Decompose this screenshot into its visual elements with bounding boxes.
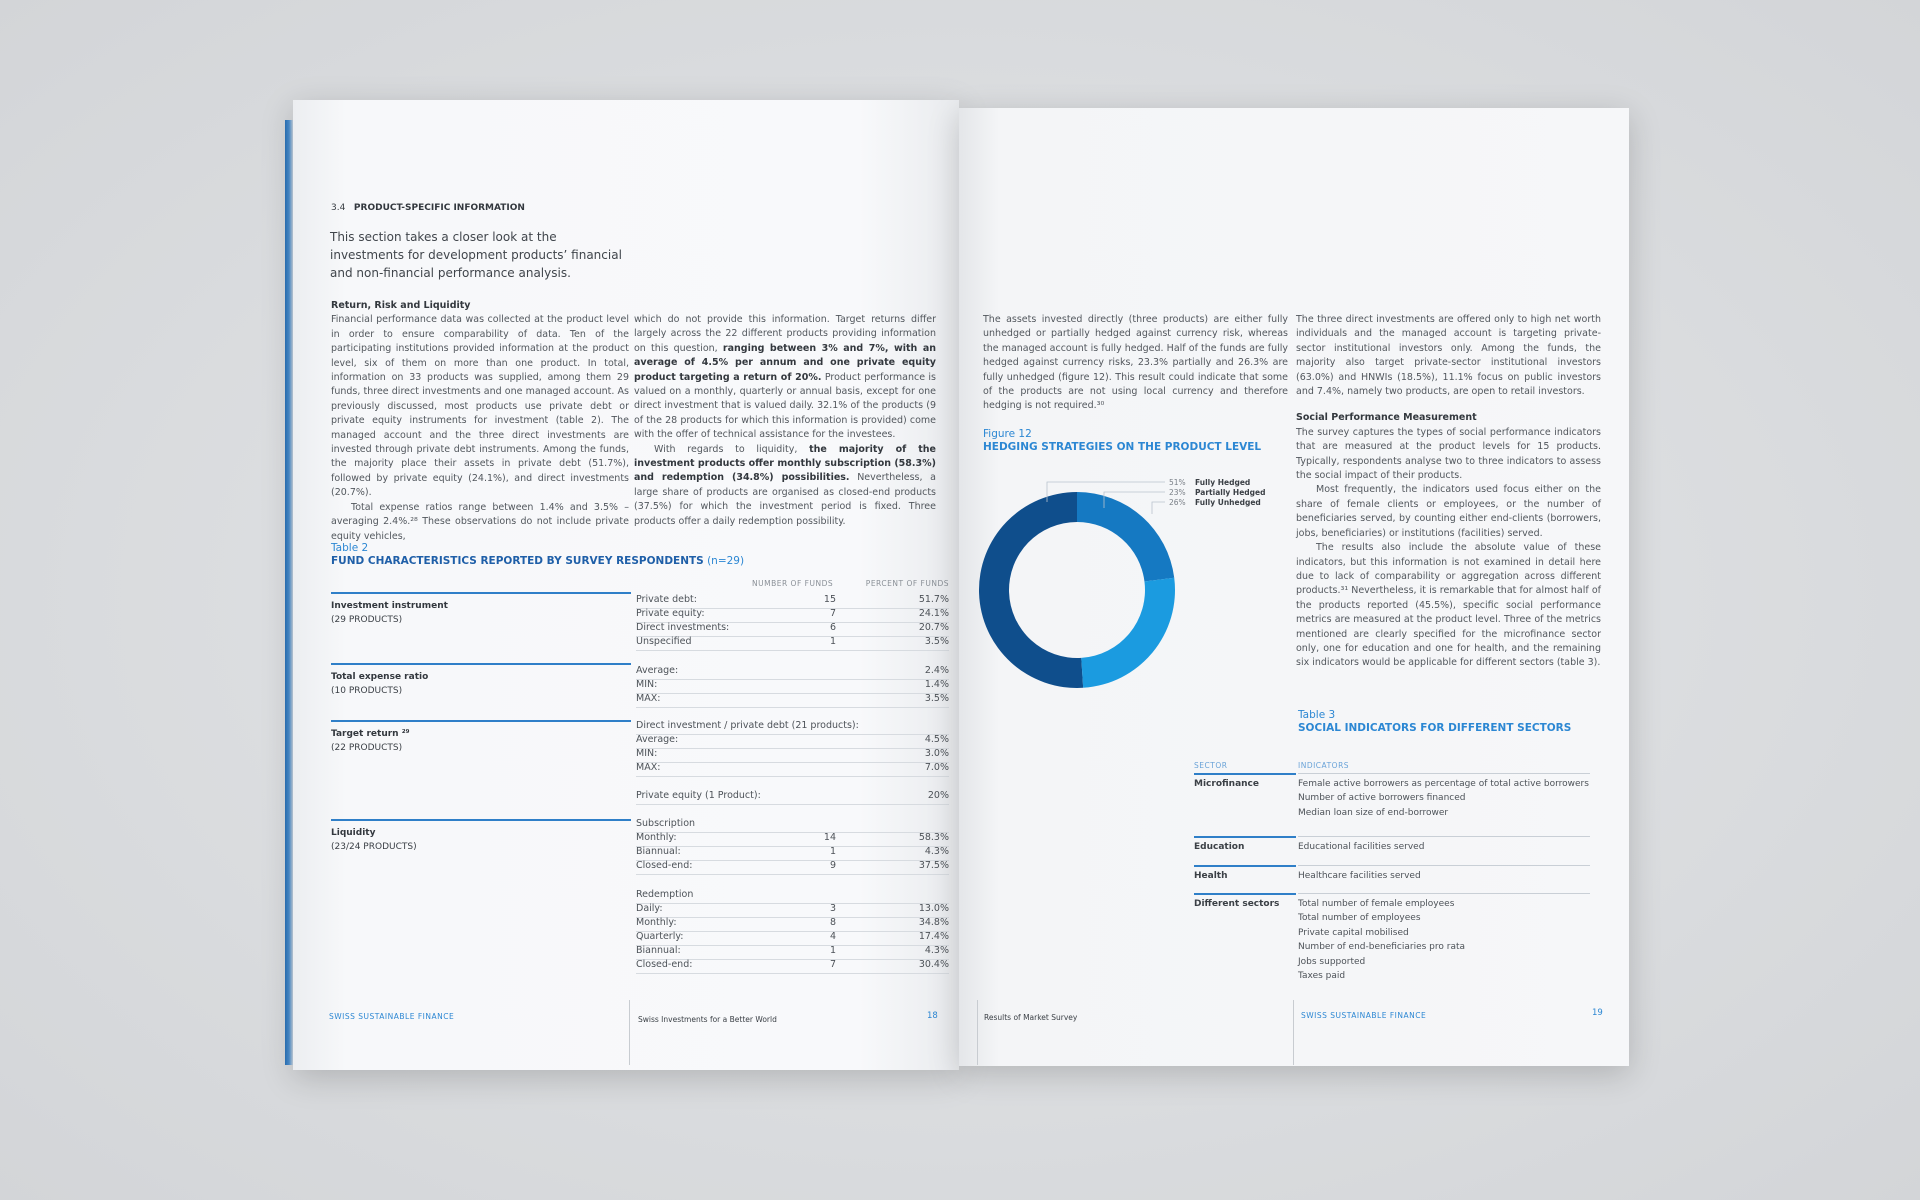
table3-title: SOCIAL INDICATORS FOR DIFFERENT SECTORS <box>1298 722 1572 734</box>
col2-p1-a: which do not provide this information. Target returns differ largely across the 22 different products providing information on this question, <box>634 314 936 354</box>
section-title: PRODUCT-SPECIFIC INFORMATION <box>353 203 525 213</box>
table-row <box>636 636 949 651</box>
column-1 <box>331 299 629 544</box>
row-percent: 20% <box>927 790 949 801</box>
table-row <box>636 594 949 609</box>
col2-p2-b: the majority of the investment products offer monthly subscription (58.3%) and redemption (34.8%) possibilities. <box>634 443 936 484</box>
row-percent: 13.0% <box>918 903 949 914</box>
row-percent: 3.5% <box>924 693 949 704</box>
row-percent: 3.0% <box>924 748 949 759</box>
table3-sector-rule <box>1194 836 1296 838</box>
table3-indicator: Number of end-beneficiaries pro rata <box>1298 942 1466 953</box>
row-label: Average: <box>636 665 679 676</box>
col1-paragraph-1: Financial performance data was collected at the product level in order to ensure comparability of data. Ten of the participating institutions provided information at the product level, six of them on more than one product. In total, information on 33 products was supplied, among them 29 funds, three direct investments and one managed account. As previously discussed, most products use private debt or private equity instruments for investment (table 2). The managed account and the three direct investments are invested through private debt instruments. Among the funds, the majority place their assets in private debt (51.7%), followed by private equity (24.1%), and direct investments (20.7%). <box>331 314 629 499</box>
table-row <box>636 665 949 680</box>
table3-col-sector: SECTOR <box>1194 761 1228 770</box>
group-sub: (23/24 PRODUCTS) <box>331 842 417 852</box>
row-label: Subscription <box>636 818 696 829</box>
table-row <box>636 693 949 708</box>
r-column-2 <box>1296 313 1601 671</box>
row-count: 6 <box>829 622 836 633</box>
table-row <box>636 931 949 946</box>
group-rule <box>331 592 631 594</box>
row-count: 7 <box>829 959 836 970</box>
table-row <box>636 762 949 777</box>
row-percent: 37.5% <box>918 860 949 871</box>
table-row <box>636 818 949 833</box>
r-col2-paragraph-2: The survey captures the types of social performance indicators that are measured at the product levels for 15 products. Typically, respondents analyse two to three indicators to assess the social impact of their products. <box>1296 426 1601 482</box>
group-title: Investment instrument <box>331 601 448 611</box>
table-row <box>636 734 949 749</box>
left-page <box>293 100 959 1070</box>
legend-value: 51% <box>1169 478 1186 487</box>
row-percent: 4.3% <box>924 846 949 857</box>
table3-indicator: Total number of female employees <box>1298 899 1455 909</box>
col2-p2-c: Nevertheless, a large share of products are organised as closed-end products (37.5%) for which the investment period is fixed. Three products offer a daily redemption possibility. <box>634 472 936 527</box>
col1-paragraph-2: Total expense ratios range between 1.4% and 3.5% – averaging 2.4%.²⁸ These observations do not include private equity vehicles, <box>331 501 629 542</box>
col-head-funds: NUMBER OF FUNDS <box>752 579 834 588</box>
row-percent: 20.7% <box>918 622 949 633</box>
table-row <box>636 790 949 805</box>
group-rule <box>331 819 631 821</box>
rrl-heading: Return, Risk and Liquidity <box>331 300 471 311</box>
row-percent: 3.5% <box>924 636 949 647</box>
row-percent: 30.4% <box>918 959 949 970</box>
table3-sector-rule <box>1194 773 1296 775</box>
table3-sector: Microfinance <box>1194 779 1259 789</box>
table3-row-rule <box>1298 893 1590 894</box>
row-percent: 51.7% <box>918 594 949 605</box>
table-row <box>636 846 949 861</box>
row-label: Private debt: <box>636 594 697 605</box>
row-label: Private equity (1 Product): <box>636 790 761 801</box>
row-count: 1 <box>829 636 836 647</box>
col2-p1-c: Product performance is valued on a monthly, quarterly or annual basis, except for one direct investment that is valued daily. 32.1% of the products (9 of the 28 products for which this information is provided) come with the offer of technical assistance for the investees. <box>634 371 937 441</box>
table-row <box>636 622 949 637</box>
table-row <box>636 720 949 735</box>
donut-slice-fully-unhedged <box>1081 578 1175 688</box>
col2-paragraph-1 <box>634 313 936 443</box>
table-row <box>636 860 949 875</box>
row-label: MAX: <box>636 762 661 773</box>
table3-col-indicators: INDICATORS <box>1298 761 1350 770</box>
table3-label: Table 3 <box>1298 709 1336 721</box>
table3-indicator: Educational facilities served <box>1298 842 1425 852</box>
group-liquidity <box>331 826 417 854</box>
table3-sector: Education <box>1194 842 1245 852</box>
legend-label: Fully Unhedged <box>1195 498 1261 507</box>
right-page <box>959 108 1629 1066</box>
group-title: Target return ²⁹ <box>331 729 410 739</box>
page-number: 18 <box>927 1011 938 1021</box>
donut-slice-fully-hedged <box>979 492 1083 688</box>
row-percent: 4.3% <box>924 945 949 956</box>
r-footer-divider-2 <box>1293 1000 1294 1065</box>
row-label: Private equity: <box>636 608 705 619</box>
r-col2-paragraph-3: Most frequently, the indicators used focus either on the share of female clients or employees, or the number of beneficiaries served, by counting either end-clients (borrowers, jobs, beneficiaries) or institutions (facilities) served. <box>1296 484 1601 539</box>
table3-indicator: Jobs supported <box>1298 956 1366 967</box>
section-number: 3.4 <box>331 203 346 213</box>
table3-row-rule <box>1298 865 1590 866</box>
row-label: Average: <box>636 734 679 745</box>
table3-row-rule <box>1298 836 1590 837</box>
row-count: 1 <box>829 945 836 956</box>
r-page-number: 19 <box>1592 1008 1603 1018</box>
intro-text: This section takes a closer look at the investments for development products’ financial and non-financial performance analysis. <box>330 230 622 280</box>
legend-leader-line <box>1152 502 1165 514</box>
group-title: Total expense ratio <box>331 672 429 682</box>
legend-value: 23% <box>1169 488 1186 497</box>
row-count: 4 <box>829 931 836 942</box>
group-total-expense-ratio <box>331 670 428 698</box>
table3-sector-rule <box>1194 865 1296 867</box>
group-title: Liquidity <box>331 828 376 838</box>
col-head-percent: PERCENT OF FUNDS <box>865 579 949 588</box>
row-label: MIN: <box>636 679 658 690</box>
r-footer-left: Results of Market Survey <box>984 1013 1078 1022</box>
row-count: 7 <box>829 608 836 619</box>
figure12-title: HEDGING STRATEGIES ON THE PRODUCT LEVEL <box>983 441 1262 453</box>
table-row <box>636 917 949 932</box>
row-label: Monthly: <box>636 832 677 843</box>
row-percent: 4.5% <box>924 734 949 745</box>
table-row <box>636 945 949 960</box>
row-label: Redemption <box>636 889 694 900</box>
table2-title-row <box>331 555 744 567</box>
table-row <box>636 832 949 847</box>
spm-heading: Social Performance Measurement <box>1296 412 1477 424</box>
legend-value: 26% <box>1169 498 1186 507</box>
row-label: MAX: <box>636 693 661 704</box>
column-2 <box>634 313 936 529</box>
row-percent: 34.8% <box>918 917 949 928</box>
footer-left: SWISS SUSTAINABLE FINANCE <box>329 1012 455 1021</box>
donut-slice-partially-hedged <box>1077 492 1174 581</box>
group-target-return <box>331 727 410 755</box>
row-label: Direct investments: <box>636 622 730 633</box>
row-label: Biannual: <box>636 846 681 857</box>
row-label: Direct investment / private debt (21 products): <box>636 720 859 731</box>
row-percent: 2.4% <box>924 665 949 676</box>
footer-divider <box>629 1000 630 1065</box>
group-rule <box>331 663 631 665</box>
row-label: Daily: <box>636 903 663 914</box>
table2-n: (n=29) <box>707 555 745 567</box>
table-row <box>636 748 949 763</box>
col2-p2-a: With regards to liquidity, <box>654 443 798 455</box>
row-percent: 17.4% <box>918 931 949 942</box>
row-label: MIN: <box>636 748 658 759</box>
group-sub: (10 PRODUCTS) <box>331 686 403 696</box>
col2-paragraph-2 <box>634 443 936 529</box>
row-percent: 1.4% <box>924 679 949 690</box>
hedging-donut-chart <box>979 468 1279 688</box>
row-label: Unspecified <box>636 636 692 647</box>
group-sub: (29 PRODUCTS) <box>331 615 403 625</box>
r-footer-divider <box>977 1000 978 1065</box>
row-count: 3 <box>829 903 836 914</box>
table-row <box>636 679 949 694</box>
row-percent: 24.1% <box>918 608 949 619</box>
table3-sector: Different sectors <box>1194 899 1280 909</box>
table3-indicator: Healthcare facilities served <box>1298 871 1421 881</box>
row-count: 15 <box>823 594 836 605</box>
table3-indicator: Total number of employees <box>1298 913 1421 924</box>
r-footer-mid: SWISS SUSTAINABLE FINANCE <box>1301 1011 1427 1020</box>
row-count: 8 <box>829 917 836 928</box>
table-row <box>636 903 949 918</box>
table2-label: Table 2 <box>331 542 369 554</box>
table3-indicator: Number of active borrowers financed <box>1298 793 1466 804</box>
row-count: 14 <box>823 832 836 843</box>
table-row <box>636 959 949 974</box>
r-col1-paragraph: The assets invested directly (three products) are either fully unhedged or partially hedged against currency risk, whereas the managed account is fully hedged. Half of the funds are fully hedged against currency risks, 23.3% partially and 26.3% are fully unhedged (figure 12). This result could indicate that some of the products are not using local currency and therefore hedging is not required.³⁰ <box>983 314 1288 412</box>
group-sub: (22 PRODUCTS) <box>331 743 403 753</box>
r-col2-paragraph-4: The results also include the absolute value of these indicators, but this information is not examined in detail here due to lack of comparability or aggregation across different products.³¹ Nevertheless, it is remarkable that for almost half of the products reported (45.5%), specific social performance metrics are measured at the product level. Three of the metrics mentioned are clearly specified for the microfinance sector only, one for education and one for health, and the remaining six indicators would be applicable for different sectors (table 3). <box>1296 542 1601 669</box>
table-row <box>636 608 949 623</box>
row-percent: 7.0% <box>924 762 949 773</box>
table3-indicator: Taxes paid <box>1298 971 1346 981</box>
row-label: Closed-end: <box>636 959 693 970</box>
footer-mid: Swiss Investments for a Better World <box>638 1015 777 1024</box>
row-percent: 58.3% <box>918 832 949 843</box>
row-label: Closed-end: <box>636 860 693 871</box>
col2-p1-b: ranging between 3% and 7%, with an average of 4.5% per annum and one private equity product targeting a return of 20%. <box>634 342 936 383</box>
row-label: Quarterly: <box>636 931 684 942</box>
group-investment-instrument <box>331 599 448 627</box>
row-count: 9 <box>829 860 836 871</box>
group-rule <box>331 720 631 722</box>
legend-label: Fully Hedged <box>1195 478 1251 487</box>
table3-indicator: Private capital mobilised <box>1298 927 1409 938</box>
table2-title: FUND CHARACTERISTICS REPORTED BY SURVEY RESPONDENTS <box>331 555 704 567</box>
r-col2-paragraph-1: The three direct investments are offered only to high net worth individuals and the managed account is targeting private-sector institutional investors only. Among the funds, the majority also target private-sector institutional investors (63.0%) and HNWIs (18.5%), 11.1% focus on public investors and 7.4%, namely two products, are open to retail investors. <box>1296 314 1601 398</box>
row-count: 1 <box>829 846 836 857</box>
figure12-label: Figure 12 <box>983 428 1032 440</box>
table-row <box>636 889 949 904</box>
table3-indicator: Female active borrowers as percentage of total active borrowers <box>1298 779 1589 789</box>
brochure-spine-edge <box>285 120 293 1065</box>
row-label: Biannual: <box>636 945 681 956</box>
table3-sector-rule <box>1194 893 1296 895</box>
row-label: Monthly: <box>636 917 677 928</box>
section-heading <box>331 203 525 213</box>
table3-sector: Health <box>1194 871 1228 881</box>
table3-row-rule <box>1298 773 1590 774</box>
table3-indicator: Median loan size of end-borrower <box>1298 807 1449 818</box>
legend-label: Partially Hedged <box>1195 488 1266 497</box>
